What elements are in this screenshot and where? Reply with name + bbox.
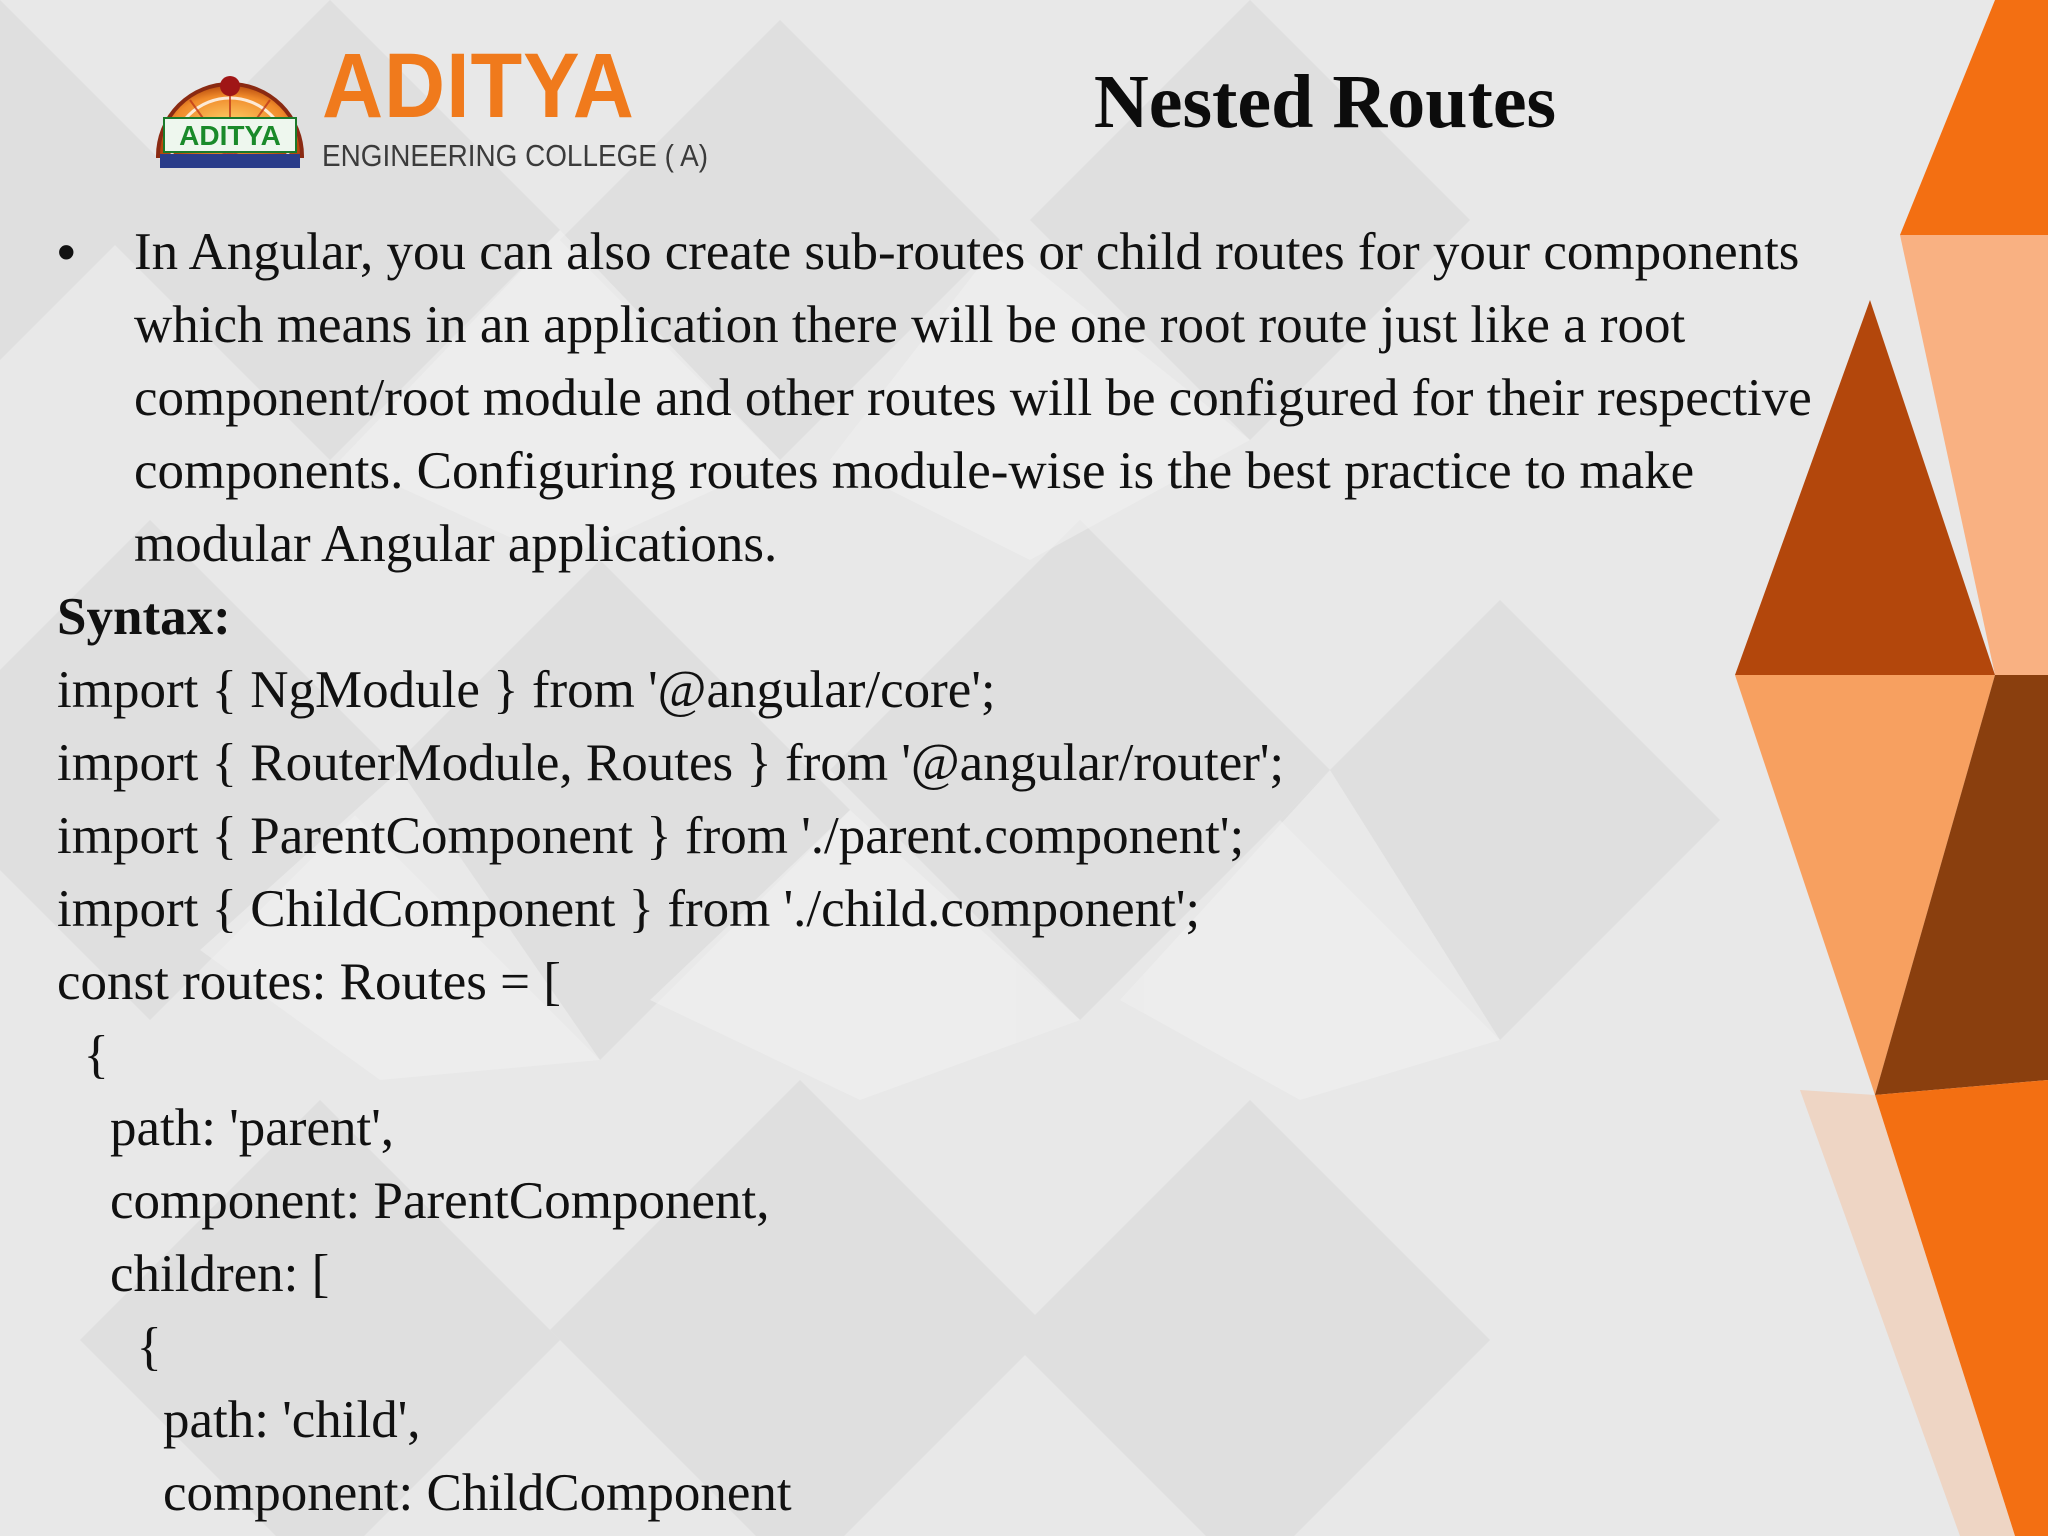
logo-wordmark: ADITYA — [322, 35, 635, 137]
code-line: children: [ — [57, 1245, 330, 1303]
bullet-paragraph — [57, 216, 2014, 581]
code-line: component: ChildComponent — [57, 1464, 792, 1522]
logo-subtitle: ENGINEERING COLLEGE ( A) — [322, 138, 709, 173]
code-line: { — [57, 1026, 109, 1084]
slide-body — [57, 216, 1957, 1530]
bullet-line: component/root module and other routes will be configured for their respective — [134, 369, 1812, 427]
code-line: const routes: Routes = [ — [57, 953, 561, 1011]
code-line: path: 'parent', — [57, 1099, 394, 1157]
code-line: import { NgModule } from '@angular/core'; — [57, 661, 996, 719]
bullet-line: components. Configuring routes module-wise is the best practice to make — [134, 442, 1695, 500]
college-seal-icon — [150, 38, 310, 178]
code-block — [57, 654, 1957, 1530]
bullet-line: In Angular, you can also create sub-routes or child routes for your components — [134, 223, 1800, 281]
code-line: component: ParentComponent, — [57, 1172, 770, 1230]
code-line: import { ParentComponent } from './parent.component'; — [57, 807, 1245, 865]
code-line: { — [57, 1318, 162, 1376]
code-line: import { ChildComponent } from './child.component'; — [57, 880, 1201, 938]
code-line: path: 'child', — [57, 1391, 421, 1449]
bullet-line: which means in an application there will be one root route just like a root — [134, 296, 1686, 354]
syntax-heading: Syntax: — [57, 588, 231, 646]
bullet-dot-icon: • — [57, 223, 76, 282]
code-line: import { RouterModule, Routes } from '@angular/router'; — [57, 734, 1285, 792]
bullet-line: modular Angular applications. — [134, 515, 778, 573]
svg-text:ADITYA: ADITYA — [179, 120, 281, 151]
college-logo — [150, 35, 709, 178]
page-title: Nested Routes — [1093, 60, 1557, 144]
